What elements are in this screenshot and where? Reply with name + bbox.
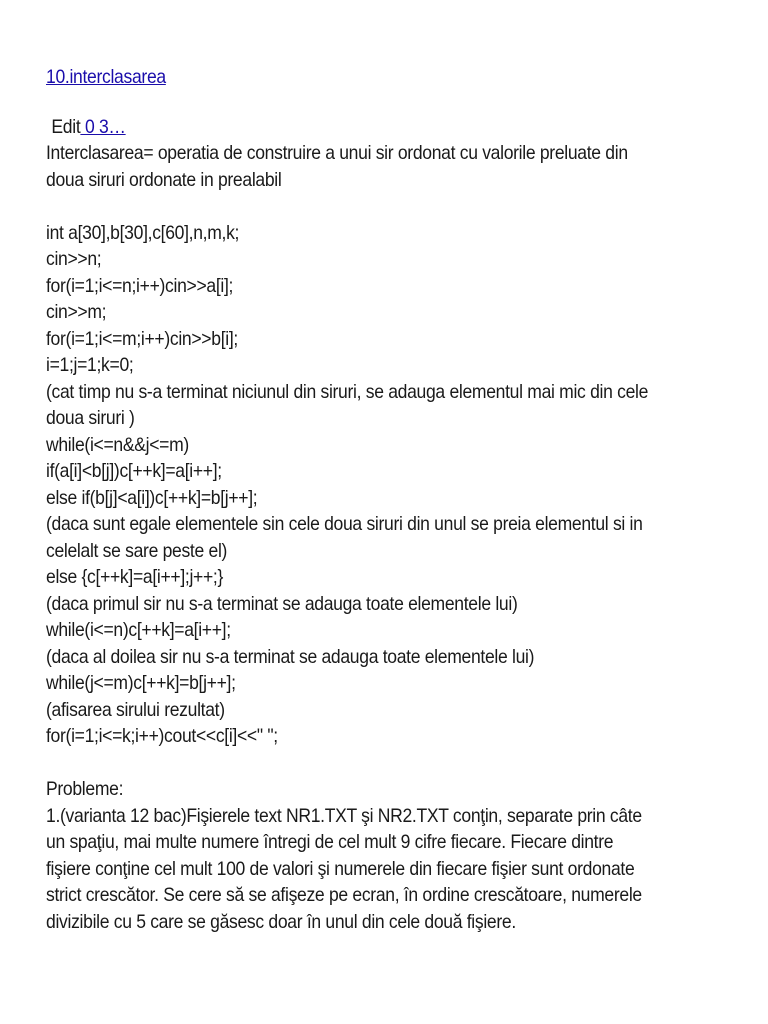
- problem-line: un spaţiu, mai multe numere întregi de cel mult 9 cifre fiecare. Fiecare dintre: [46, 831, 614, 853]
- code-comment-line: (cat timp nu s-a terminat niciunul din siruri, se adauga elementul mai mic din cele: [46, 380, 649, 403]
- problems-heading: Probleme:: [46, 778, 124, 800]
- code-line: if(a[i]<b[j])c[++k]=a[i++];: [46, 460, 222, 482]
- problem-line: fişiere conţine cel mult 100 de valori şi numerele din fiecare fişier sunt ordonate: [46, 857, 635, 880]
- code-line: cin>>m;: [46, 301, 107, 323]
- spacer: [46, 750, 746, 777]
- code-line: for(i=1;i<=k;i++)cout<<c[i]<<" ";: [46, 725, 278, 747]
- problem-paragraph: [46, 803, 746, 936]
- code-comment-line: (daca al doilea sir nu s-a terminat se adauga toate elementele lui): [46, 645, 535, 668]
- code-line: for(i=1;i<=n;i++)cin>>a[i];: [46, 274, 234, 297]
- code-line: else if(b[j]<a[i])c[++k]=b[j++];: [46, 486, 258, 509]
- problem-line: 1.(varianta 12 bac)Fişierele text NR1.TXT şi NR2.TXT conţin, separate prin câte: [46, 804, 642, 827]
- edit-link[interactable]: 0 3…: [80, 115, 126, 138]
- code-comment-line: (daca primul sir nu s-a terminat se adauga toate elementele lui): [46, 592, 518, 615]
- code-comment-line: (daca sunt egale elementele sin cele doua siruri din unul se preia elementul si in: [46, 513, 643, 535]
- intro-line: Interclasarea= operatia de construire a unui sir ordonat cu valorile preluate din: [46, 142, 628, 164]
- code-line: while(j<=m)c[++k]=b[j++];: [46, 672, 236, 694]
- intro-paragraph: [46, 140, 746, 193]
- code-line: while(i<=n&&j<=m): [46, 433, 189, 456]
- code-line: for(i=1;i<=m;i++)cin>>b[i];: [46, 327, 238, 350]
- intro-line: doua siruri ordonate in prealabil: [46, 168, 282, 191]
- problem-line: divizibile cu 5 care se găsesc doar în unul din cele două fişiere.: [46, 910, 516, 933]
- title-link[interactable]: 10.interclasarea: [46, 66, 166, 88]
- code-line: int a[30],b[30],c[60],n,m,k;: [46, 221, 240, 244]
- code-block: [46, 220, 746, 750]
- document-page: [46, 64, 746, 935]
- edit-line: [51, 114, 746, 141]
- code-comment-line: celelalt se sare peste el): [46, 539, 228, 562]
- code-comment-line: doua siruri ): [46, 407, 135, 429]
- problem-line: strict crescător. Se cere să se afişeze pe ecran, în ordine crescătoare, numerele: [46, 884, 642, 906]
- code-line: cin>>n;: [46, 248, 102, 270]
- code-line: i=1;j=1;k=0;: [46, 354, 134, 376]
- code-comment-line: (afisarea sirului rezultat): [46, 698, 225, 721]
- code-line: else {c[++k]=a[i++];j++;}: [46, 566, 224, 588]
- edit-label: Edit: [51, 115, 81, 138]
- spacer: [46, 193, 746, 220]
- code-line: while(i<=n)c[++k]=a[i++];: [46, 619, 231, 641]
